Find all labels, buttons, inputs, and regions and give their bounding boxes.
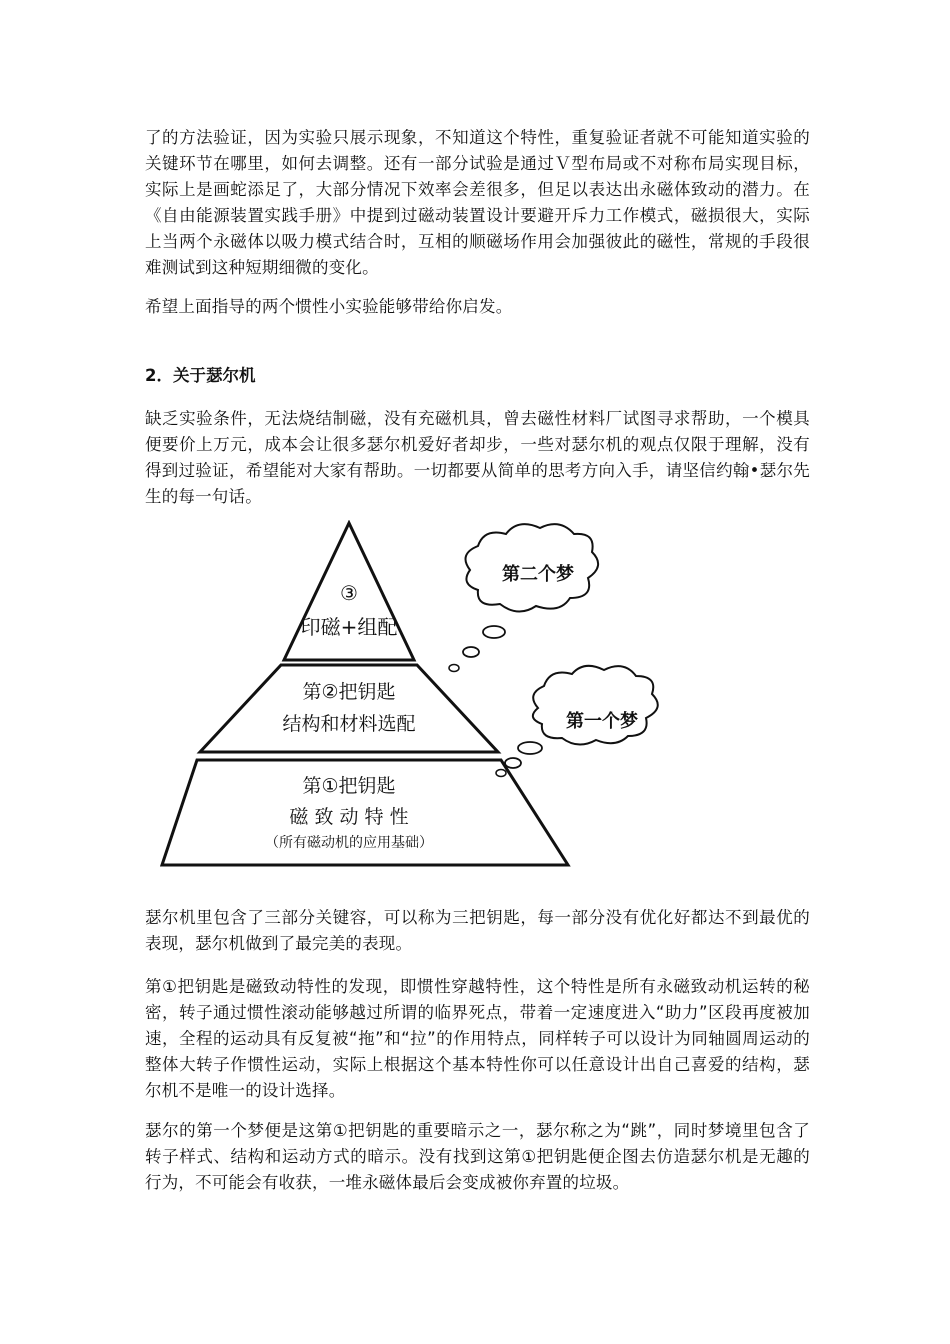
cloud-second-dream-label: 第二个梦 [502, 564, 574, 585]
cloud-first-dream-label: 第一个梦 [566, 711, 638, 732]
paragraph-conditions: 缺乏实验条件，无法烧结制磁，没有充磁机具，曾去磁性材料厂试图寻求帮助，一个模具便要价上万元，成本会让很多瑟尔机爱好者却步，一些对瑟尔机的观点仅限于理解，没有得到过验证，希望能对大家有帮助。一切都要从简单的思考方向入手，请坚信约翰•瑟尔先生的每一句话。 [145, 409, 810, 506]
pyramid-middle-tier [200, 665, 498, 752]
paragraph-hope: 希望上面指导的两个惯性小实验能够带给你启发。 [145, 297, 513, 316]
cloud-first-dream [496, 666, 658, 777]
paragraph-methods: 了的方法验证，因为实验只展示现象，不知道这个特性，重复验证者就不可能知道实验的关键环节在哪里，如何去调整。还有一部分试验是通过Ｖ型布局或不对称布局实现目标，实际上是画蛇添足了，大部分情况下效率会差很多，但足以表达出永磁体致动的潜力。在《自由能源装置实践手册》中提到过磁动装置设计要避开斥力工作模式，磁损很大，实际上当两个永磁体以吸力模式结合时，互相的顺磁场作用会加强彼此的磁性，常规的手段很难测试到这种短期细微的变化。 [145, 128, 810, 277]
paragraph-first-dream: 瑟尔的第一个梦便是这第①把钥匙的重要暗示之一，瑟尔称之为“跳”，同时梦境里包含了转子样式、结构和运动方式的暗示。没有找到这第①把钥匙便企图去仿造瑟尔机是无趣的行为，不可能会有收获，一堆永磁体最后会变成被你弃置的垃圾。 [145, 1121, 810, 1192]
middle-tier-key: 第②把钥匙 [302, 681, 396, 703]
top-tier-number: ③ [340, 581, 358, 605]
top-tier-label: 印磁+组配 [300, 615, 398, 639]
cloud-second-dream [449, 524, 598, 671]
section-heading: 2．关于瑟尔机 [145, 366, 256, 385]
bottom-tier-key: 第①把钥匙 [302, 775, 396, 797]
bottom-tier-note: （所有磁动机的应用基础） [265, 835, 433, 851]
three-keys-pyramid-diagram [160, 520, 700, 870]
paragraph-first-key: 第①把钥匙是磁致动特性的发现，即惯性穿越特性，这个特性是所有永磁致动机运转的秘密，转子通过惯性滚动能够越过所谓的临界死点，带着一定速度进入“助力”区段再度被加速，全程的运动具有反复被“拖”和“拉”的作用特点，同样转子可以设计为同轴圆周运动的整体大转子作惯性运动，实际上根据这个基本特性你可以任意设计出自己喜爱的结构，瑟尔机不是唯一的设计选择。 [145, 977, 810, 1100]
middle-tier-label: 结构和材料选配 [282, 713, 416, 735]
bottom-tier-label: 磁 致 动 特 性 [289, 806, 409, 828]
paragraph-three-keys: 瑟尔机里包含了三部分关键容，可以称为三把钥匙，每一部分没有优化好都达不到最优的表现，瑟尔机做到了最完美的表现。 [145, 908, 810, 953]
